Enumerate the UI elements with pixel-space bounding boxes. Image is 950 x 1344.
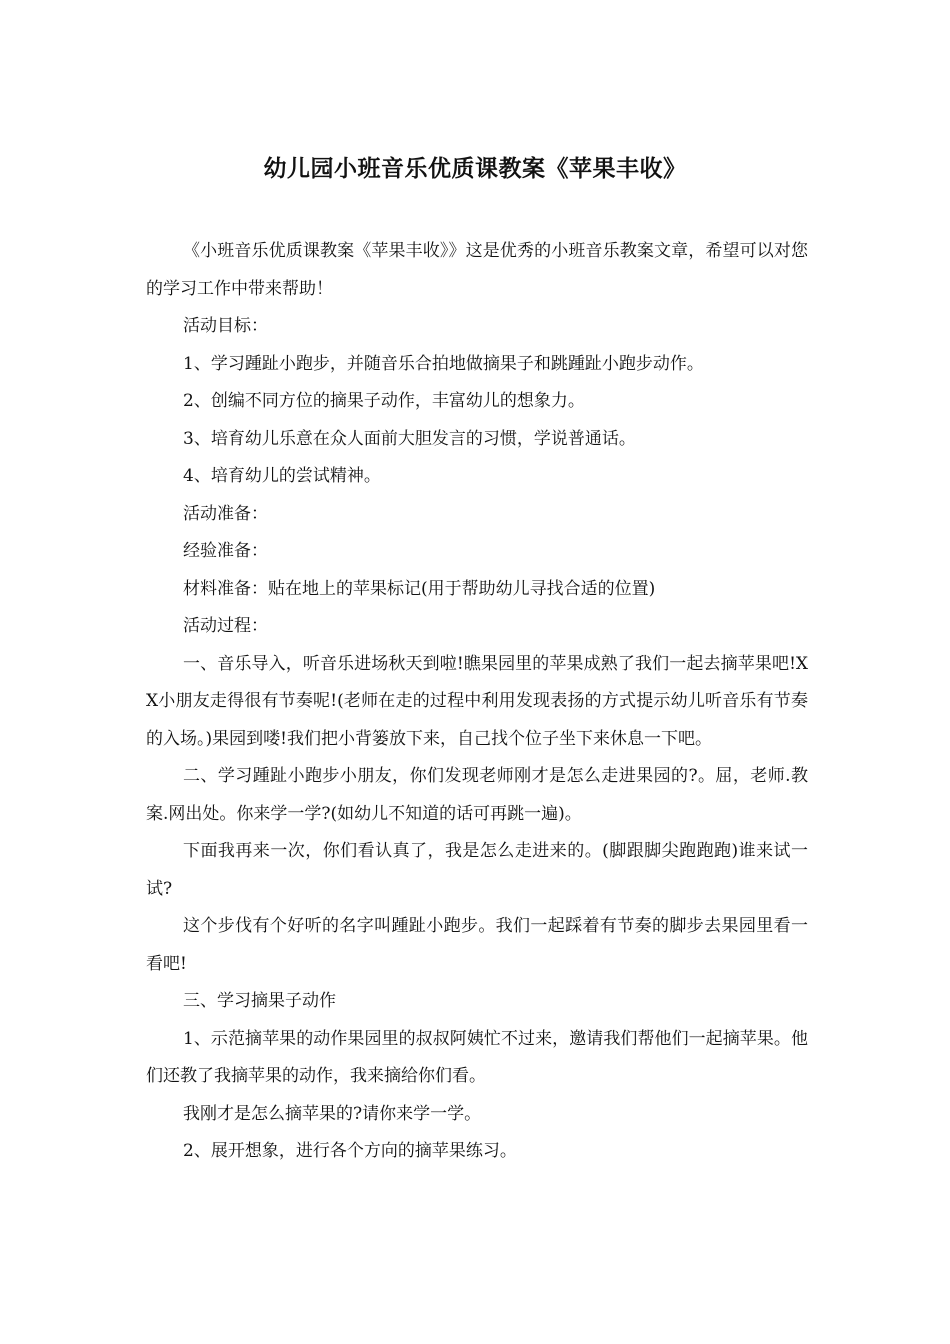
experience-preparation: 经验准备： bbox=[183, 541, 268, 561]
process-paragraph: 下面我再来一次，你们看认真了，我是怎么走进来的。(脚跟脚尖跑跑跑)谁来试一试? bbox=[146, 841, 808, 899]
process-paragraph: 我刚才是怎么摘苹果的?请你来学一学。 bbox=[183, 1103, 482, 1124]
process-step-2: 二、学习踵趾小跑步小朋友，你们发现老师刚才是怎么走进果园的?。屈，老师.教案.网出处。你来学一学?(如幼儿不知道的话可再跳一遍)。 bbox=[146, 766, 808, 824]
document-body bbox=[146, 233, 808, 1171]
section-heading-goals: 活动目标： bbox=[183, 316, 268, 336]
process-step-3: 三、学习摘果子动作 bbox=[183, 991, 336, 1011]
process-paragraph: 这个步伐有个好听的名字叫踵趾小跑步。我们一起踩着有节奏的脚步去果园里看一看吧! bbox=[146, 916, 808, 974]
process-step-1: 一、音乐导入，听音乐进场秋天到啦!瞧果园里的苹果成熟了我们一起去摘苹果吧!XX小朋友走得很有节奏呢!(老师在走的过程中利用发现表扬的方式提示幼儿听音乐有节奏的入场。)果园到喽!我们把小背篓放下来，自己找个位子坐下来休息一下吧。 bbox=[146, 653, 808, 749]
goal-item-3: 3、培育幼儿乐意在众人面前大胆发言的习惯，学说普通话。 bbox=[183, 428, 636, 449]
section-heading-preparation: 活动准备： bbox=[183, 503, 268, 524]
section-heading-process: 活动过程： bbox=[183, 616, 268, 636]
material-preparation: 材料准备：贴在地上的苹果标记(用于帮助幼儿寻找合适的位置) bbox=[183, 578, 656, 599]
intro-paragraph: 《小班音乐优质课教案《苹果丰收》》这是优秀的小班音乐教案文章，希望可以对您的学习工作中带来帮助！ bbox=[146, 241, 808, 299]
document-title: 幼儿园小班音乐优质课教案《苹果丰收》 bbox=[263, 156, 687, 182]
goal-item-4: 4、培育幼儿的尝试精神。 bbox=[183, 466, 381, 486]
process-substep-1: 1、示范摘苹果的动作果园里的叔叔阿姨忙不过来，邀请我们帮他们一起摘苹果。他们还教了我摘苹果的动作，我来摘给你们看。 bbox=[146, 1028, 808, 1086]
goal-item-1: 1、学习踵趾小跑步，并随音乐合拍地做摘果子和跳踵趾小跑步动作。 bbox=[183, 353, 704, 374]
goal-item-2: 2、创编不同方位的摘果子动作，丰富幼儿的想象力。 bbox=[183, 391, 585, 411]
process-substep-2: 2、展开想象，进行各个方向的摘苹果练习。 bbox=[183, 1141, 517, 1161]
